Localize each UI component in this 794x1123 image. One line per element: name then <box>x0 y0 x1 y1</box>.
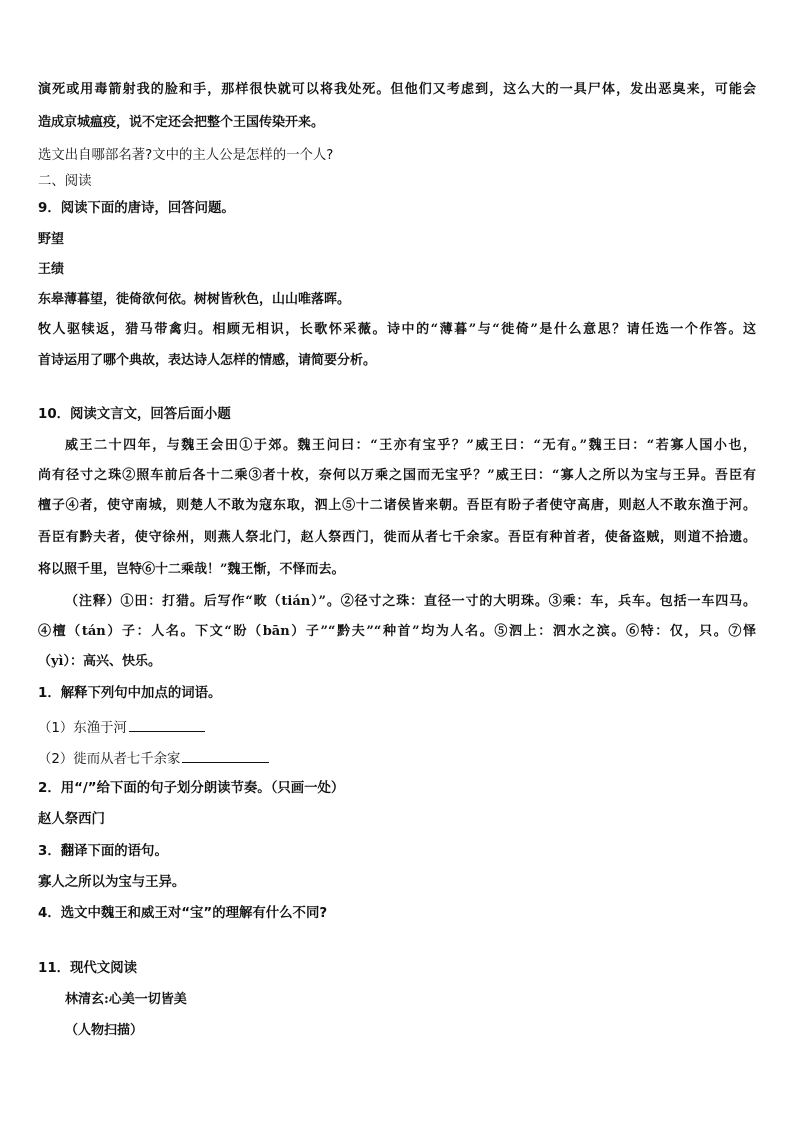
excerpt-question: 选文出自哪部名著?文中的主人公是怎样的一个人? <box>38 148 334 163</box>
question-10-label: 10．阅读文言文，回答后面小题 <box>38 407 231 422</box>
poem-line-3: 首诗运用了哪个典故，表达诗人怎样的情感，请简要分析。 <box>38 353 377 368</box>
question-9-label: 9．阅读下面的唐诗，回答问题。 <box>38 201 235 216</box>
classical-text-line-1: 威王二十四年，与魏王会田①于郊。魏王问曰：“王亦有宝乎？”威王曰：“无有。”魏王曰：“若寡人国小也， <box>65 438 756 453</box>
excerpt-line-2: 造成京城瘟疫，说不定还会把整个王国传染开来。 <box>38 115 325 130</box>
sub-question-4: 4．选文中魏王和威王对“宝”的理解有什么不同? <box>38 906 328 921</box>
classical-text-line-3: 檀子④者，使守南城，则楚人不敢为寇东取，泗上⑤十二诸侯皆来朝。吾臣有盼子者使守高唐，则赵人不敢东渔于河。 <box>38 498 756 513</box>
sub-question-1b-text: （2）徙而从者七千余家 <box>38 752 181 767</box>
notes-line-1: （注释）①田：打猎。后写作“畋（tián）”。②径寸之珠：直径一寸的大明珠。③乘：车，兵车。包括一车四马。 <box>65 594 756 609</box>
sub-question-1a <box>38 717 756 739</box>
notes-line-3: （yì）：高兴、快乐。 <box>38 654 161 669</box>
section-heading: 二、阅读 <box>38 174 92 189</box>
sub-question-2-sentence: 赵人祭西门 <box>38 812 105 827</box>
sub-question-1: 1．解释下列句中加点的词语。 <box>38 686 222 701</box>
classical-text-line-4: 吾臣有黔夫者，使守徐州，则燕人祭北门，赵人祭西门，徙而从者七千余家。吾臣有种首者，使备盗贼，则道不拾遗。 <box>38 530 756 545</box>
classical-text-line-2: 尚有径寸之珠②照车前后各十二乘③者十枚，奈何以万乘之国而无宝乎？”威王曰：“寡人之所以为宝与王异。吾臣有 <box>38 468 756 483</box>
poem-author: 王绩 <box>38 262 65 277</box>
poem-title: 野望 <box>38 232 65 247</box>
poem-line-1: 东皋薄暮望，徙倚欲何依。树树皆秋色，山山唯落晖。 <box>38 292 351 307</box>
sub-question-3-sentence: 寡人之所以为宝与王异。 <box>38 875 186 890</box>
question-11-label: 11．现代文阅读 <box>38 961 137 976</box>
sub-question-1b <box>38 748 756 770</box>
sub-question-3: 3．翻译下面的语句。 <box>38 844 168 859</box>
answer-blank-1[interactable] <box>129 717 205 732</box>
classical-text-line-5: 将以照千里，岂特⑥十二乘哉！”魏王惭，不怿而去。 <box>38 562 345 577</box>
article-subtitle: （人物扫描） <box>65 1023 144 1038</box>
article-title: 林清玄:心美一切皆美 <box>65 992 187 1007</box>
sub-question-2: 2．用“/”给下面的句子划分朗读节奏。（只画一处） <box>38 781 345 796</box>
notes-line-2: ④檀（tán）子：人名。下文“盼（bān）子”“黔夫”“种首”均为人名。⑤泗上：泗水之滨。⑥特：仅，只。⑦怿 <box>38 624 756 639</box>
sub-question-1a-text: （1）东渔于河 <box>38 721 127 736</box>
excerpt-line-1: 演死或用毒箭射我的脸和手，那样很快就可以将我处死。但他们又考虑到，这么大的一具尸体，发出恶臭来，可能会 <box>38 82 756 97</box>
answer-blank-2[interactable] <box>182 748 269 763</box>
poem-line-2: 牧人驱犊返，猎马带禽归。相顾无相识，长歌怀采薇。诗中的“薄暮”与“徙倚”是什么意思？请任选一个作答。这 <box>38 322 756 337</box>
